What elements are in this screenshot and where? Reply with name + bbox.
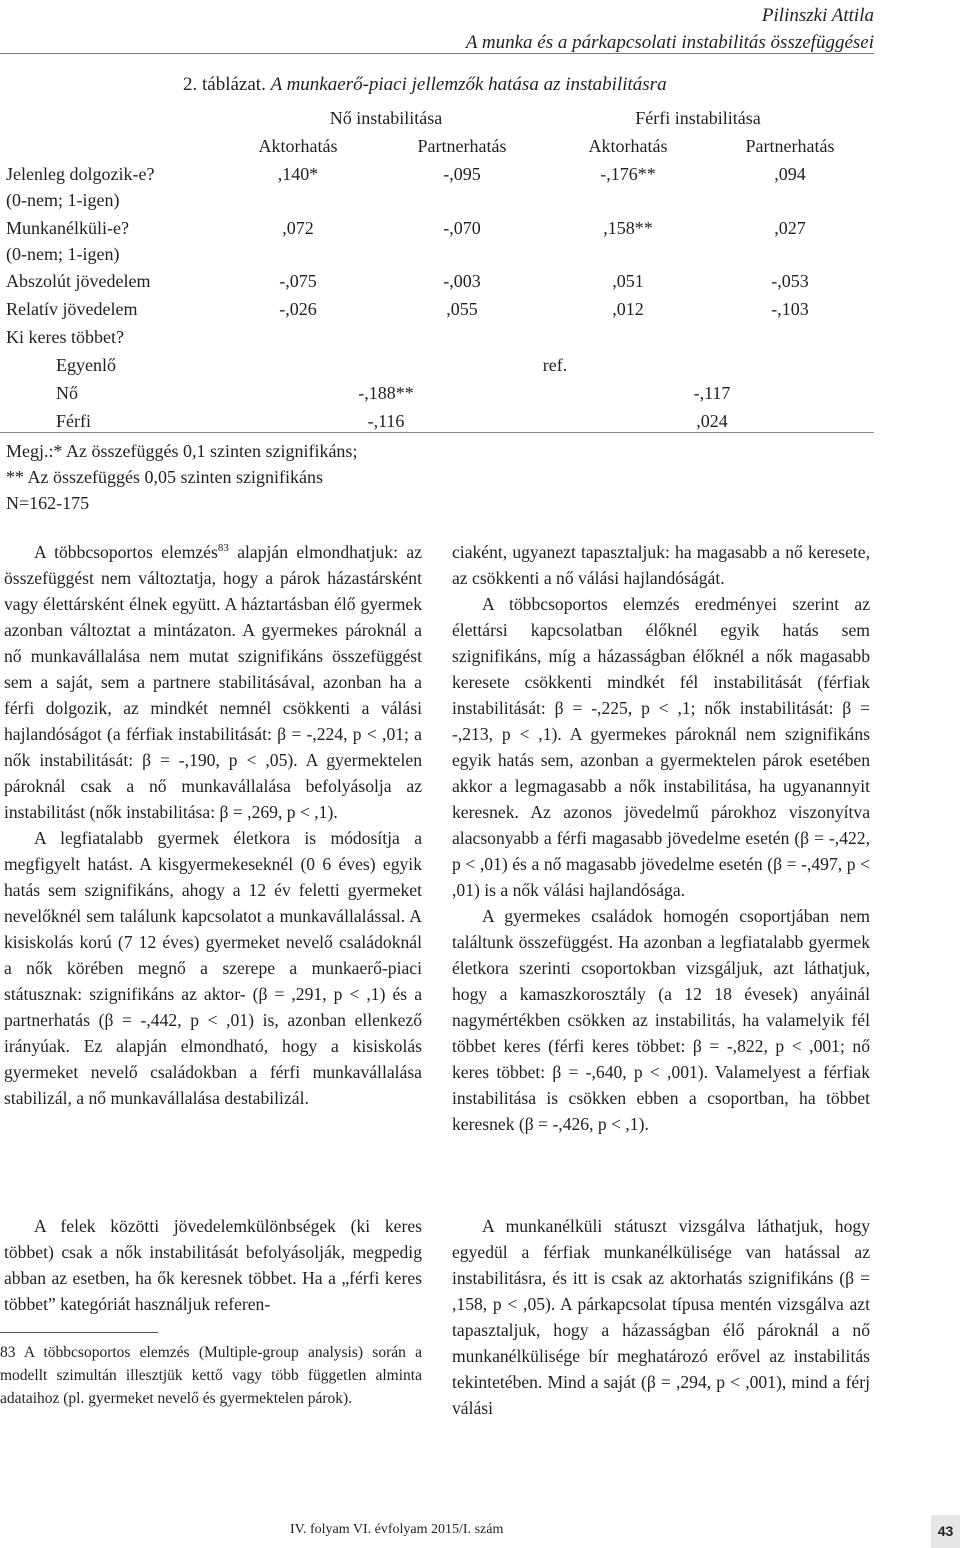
row-label-egyenlo: Egyenlő bbox=[56, 355, 116, 375]
table-cell: ,024 bbox=[696, 411, 728, 431]
table-cell-ref: ref. bbox=[542, 355, 568, 375]
table-cell: -,188** bbox=[358, 383, 414, 403]
table-cell: ,140* bbox=[277, 164, 319, 184]
table-cell: ,094 bbox=[774, 164, 806, 184]
row-label-ki-keres: Ki keres többet? bbox=[6, 327, 124, 347]
row-sublabel-jelenleg: (0-nem; 1-igen) bbox=[6, 190, 120, 210]
paragraph: A munkanélküli státuszt vizsgálva láthatjuk, hogy egyedül a férfiak munkanélkülisége van hatással az instabilitásra, és itt is csak az aktorhatás szignifikáns (β = ,158, p < ,05). A párkapcsolat típusa mentén vizsgálva azt tapasztaljuk, hogy a házasságban élő pároknál a nő munkanélkülisége bír meghatározó erővel az instabilitás tekintetében. Mind a saját (β = ,294, p < ,001), mind a férj válási bbox=[452, 1216, 870, 1418]
sub-header-partner-ferfi: Partnerhatás bbox=[745, 136, 835, 156]
row-label-jelenleg: Jelenleg dolgozik-e? bbox=[6, 164, 155, 184]
table-cell: ,012 bbox=[612, 299, 644, 319]
paragraph: A többcsoportos elemzés eredményei szerint az élettársi kapcsolatban élőknél egyik hatás sem szignifikáns, míg a házasságban élőknél a nők magasabb keresete csökkenti mindkét fél instabilitását (férfiak instabilitását: β = -,225, p < ,1; nők instabilitását: β = -,213, p < ,1). A gyermekes pároknál nem szignifikáns egyik hatás sem, azonban a gyermektelen párok esetében akkor a legmagasabb a nők instabilitása, ha ugyanannyit keresnek. Az azonos jövedelmű párokhoz viszonyítva alacsonyabb a férfi magasabb jövedelme esetén (β = -,422, p < ,01) és a nő magasabb jövedelme esetén (β = -,497, p < ,01) is a nők válási hajlandósága. bbox=[452, 594, 870, 900]
table-cell: -,075 bbox=[279, 271, 317, 291]
row-label-ferfi: Férfi bbox=[56, 411, 91, 431]
right-column-lower bbox=[452, 1213, 870, 1421]
paragraph: A gyermekes családok homogén csoportjában nem találtunk összefüggést. Ha azonban a legfiatalabb gyermek életkora szerinti csoportokban vizsgáljuk, azt láthatjuk, hogy a kamaszkorosztály (a 12 18 évesek) anyáinál nagymértékben csökken az instabilitás, ha valamelyik fél többet keres (férfi keres többet: β = -,822, p < ,001; nő keres többet: β = -,640, p < ,001). Valamelyest a férfiak instabilitása is csökken ebben a csoportban, ha többet keresnek (β = -,426, p < ,1). bbox=[452, 906, 870, 1134]
sub-header-aktor-no: Aktorhatás bbox=[258, 136, 338, 156]
row-sublabel-munkanelkuli: (0-nem; 1-igen) bbox=[6, 244, 120, 264]
table-cell: -,103 bbox=[771, 299, 809, 319]
group-header-no: Nő instabilitása bbox=[329, 108, 443, 128]
table-caption-number: 2. táblázat. bbox=[183, 74, 266, 95]
table-note: ** Az összefüggés 0,05 szinten szignifikáns bbox=[6, 467, 323, 487]
footer-issue: IV. folyam VI. évfolyam 2015/I. szám bbox=[290, 1522, 504, 1537]
table-caption bbox=[183, 74, 667, 96]
footnote-rule bbox=[0, 1332, 158, 1333]
page-number: 43 bbox=[931, 1515, 960, 1548]
sub-header-aktor-ferfi: Aktorhatás bbox=[588, 136, 668, 156]
table-rule bbox=[0, 432, 874, 433]
footnote-ref: 83 bbox=[217, 542, 229, 555]
table-cell: ,051 bbox=[612, 271, 644, 291]
header-rule bbox=[0, 53, 874, 54]
paragraph: ciaként, ugyanezt tapasztaljuk: ha magasabb a nő keresete, az csökkenti a nő válási hajlandóságát. bbox=[452, 542, 870, 588]
table-note: N=162-175 bbox=[6, 493, 90, 513]
right-column bbox=[452, 539, 870, 1137]
table-cell: -,117 bbox=[693, 383, 731, 403]
paragraph: A többcsoportos elemzés$^{83}$ alapján elmondhatjuk: az összefüggést nem változtatja, hogy a párok házastársként vagy élettársként élnek együtt. A háztartásban élő gyermek azonban változtat a mintázaton. A gyermekes pároknál a nő munkavállalása nem mutat szignifikáns összefüggést sem a saját, sem a partnere stabilitásával, azonban ha a férfi dolgozik, az mindkét nemnél csökkenti a válási hajlandóságot (a férfiak instabilitását: β = -,224, p < ,01; a nők instabilitását: β = -,190, p < ,05). A gyermektelen pároknál csak a nő munkavállalása befolyásolja az instabilitást (nők instabilitása: β = ,269, p < ,1). bbox=[4, 542, 422, 822]
header-title: A munka és a párkapcsolati instabilitás összefüggései bbox=[465, 32, 874, 53]
row-label-munkanelkuli: Munkanélküli-e? bbox=[6, 218, 129, 238]
table-cell: ,055 bbox=[446, 299, 478, 319]
table-cell: -,026 bbox=[279, 299, 317, 319]
table-cell: ,027 bbox=[774, 218, 806, 238]
table-cell: ,158** bbox=[603, 218, 653, 238]
left-column bbox=[4, 539, 422, 1111]
table-cell: ,072 bbox=[282, 218, 314, 238]
table-cell: -,070 bbox=[443, 218, 481, 238]
group-header-ferfi: Férfi instabilitása bbox=[635, 108, 761, 128]
paragraph: A legfiatalabb gyermek életkora is módosítja a megfigyelt hatást. A kisgyermekeseknél (0 6 éves) egyik hatás sem szignifikáns, ahogy a 12 év feletti gyermeket nevelőknél sem találunk kapcsolatot a munkavállalással. A kisiskolás korú (7 12 éves) gyermeket nevelő családoknál a nők körében megnő a szerepe a munkaerő-piaci státusznak: szignifikáns az aktor- (β = ,291, p < ,1) és a partnerhatás (β = -,442, p < ,01) is, azonban ellenkező irányúak. Ez alapján elmondható, hogy a kisiskolás gyermeket nevelő családokban a férfi munkavállalása stabilizál, a nő munkavállalása destabilizál. bbox=[4, 828, 422, 1108]
sub-header-partner-no: Partnerhatás bbox=[417, 136, 507, 156]
table-cell: -,053 bbox=[771, 271, 809, 291]
row-label-abszolut: Abszolút jövedelem bbox=[6, 271, 151, 291]
header-author: Pilinszki Attila bbox=[761, 5, 874, 26]
footnote: 83 A többcsoportos elemzés (Multiple-group analysis) során a modellt szimultán illesztjük kettő vagy több független alminta adataihoz (pl. gyermeket nevelő és gyermektelen párok). bbox=[0, 1344, 422, 1407]
table-cell: -,116 bbox=[367, 411, 405, 431]
table-cell: -,003 bbox=[443, 271, 481, 291]
table-note: Megj.:* Az összefüggés 0,1 szinten szignifikáns; bbox=[6, 441, 358, 461]
left-column-lower bbox=[4, 1213, 422, 1317]
table-cell: -,095 bbox=[443, 164, 481, 184]
table-cell: -,176** bbox=[600, 164, 656, 184]
table-caption-title: A munkaerő-piaci jellemzők hatása az instabilitásra bbox=[270, 74, 667, 95]
row-label-no: Nő bbox=[56, 383, 78, 403]
running-header bbox=[466, 2, 874, 56]
paragraph: A felek közötti jövedelemkülönbségek (ki keres többet) csak a nők instabilitását befolyásolják, megpedig abban az esetben, ha ők keresnek többet. Ha a „férfi keres többet” kategóriát használjuk referen- bbox=[4, 1216, 422, 1314]
row-label-relativ: Relatív jövedelem bbox=[6, 299, 138, 319]
